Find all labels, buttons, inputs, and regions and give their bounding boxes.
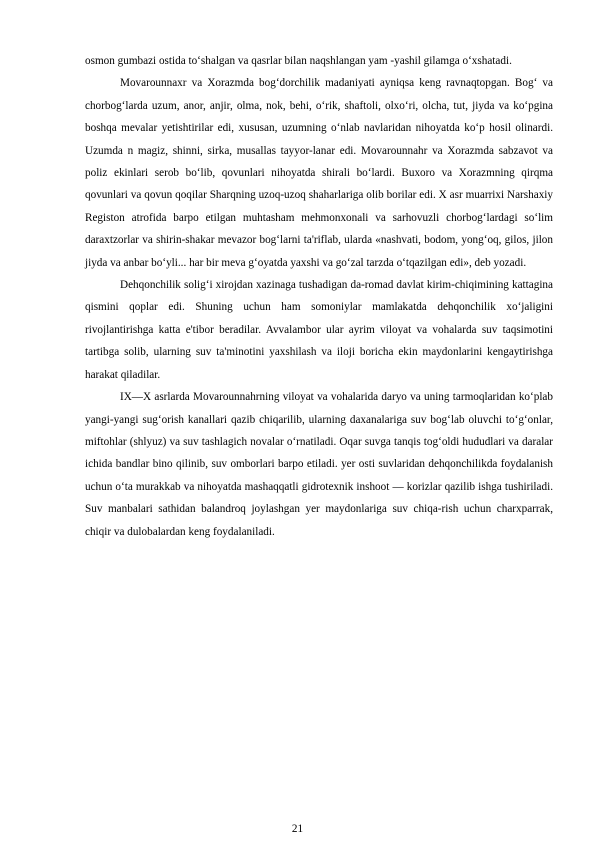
- paragraph-agriculture-tax: Dehqonchilik solig‘i xirojdan xazinaga tushadigan da-romad davlat kirim-chiqimining kattagina qismini qoplar edi. Shuning uchun ham somoniylar mamlakatda dehqonchilik xo‘jaligini rivojlantirishga katta e'tibor beradilar. Avvalambor ular ayrim viloyat va vohalarda suv taqsimotini tartibga solib, ularning suv ta'minotini yaxshilash va iloji boricha ekin maydonlarini kengaytirishga harakat qiladilar.: [85, 279, 553, 381]
- page-number: 21: [291, 823, 304, 835]
- paragraph-irrigation: IX—X asrlarda Movarounnahrning viloyat va vohalarida daryo va uning tarmoqlaridan ko‘plab yangi-yangi sug‘orish kanallari qazib chiqarilib, ularning daxanalariga suv bog‘lab oluvchi to‘g‘onlar, miftohlar (shlyuz) va suv tashlagich novalar o‘rnatiladi. Oqar suvga tanqis tog‘oldi hududlari va daralar ichida bandlar bino qilinib, suv omborlari barpo etiladi. yer osti suvlaridan dehqonchilikda foydalanish uchun o‘ta murakkab va nihoyatda mashaqqatli gidrotexnik inshoot — korizlar qazilib ishga tushiriladi. Suv manbalari sathidan balandroq joylashgan yer maydonlariga suv chiqa-rish uchun charxparrak, chiqir va dulobalardan keng foydalaniladi.: [85, 391, 553, 538]
- paragraph-gardening: Movarounnaxr va Xorazmda bog‘dorchilik madaniyati ayniqsa keng ravnaqtopgan. Bog‘ va chorbog‘larda uzum, anor, anjir, olma, nok, behi, o‘rik, shaftoli, olxo‘ri, olcha, tut, jiyda va ko‘pgina boshqa mevalar yetishtirilar edi, xususan, uzumning o‘nlab navlaridan nihoyatda ko‘p hosil olinardi. Uzumda n magiz, shinni, sirka, musallas tayyor-lanar edi. Movarounnahr va Xorazmda sabzavot va poliz ekinlari serob bo‘lib, qovunlari nihoyatda shirali bo‘lardi. Buxoro va Xorazmning qirqma qovunlari va qovun qoqilar Sharqning uzoq-uzoq shaharlariga olib borilar edi. X asr muarrixi Narshaxiy Registon atrofida barpo etilgan muhtasham mehmonxonali va sarhovuzli chorbog‘lardagi so‘lim daraxtzorlar va shirin-shakar mevazor bog‘larni ta'riflab, ularda «nashvati, bodom, yong‘oq, gilos, jilon jiyda va anbar bo‘yli... har bir meva g‘oyatda yaxshi va go‘zal tarzda o‘tqazilgan edi», deb yozadi.: [85, 77, 553, 269]
- document-body: [85, 50, 553, 543]
- paragraph-continuation: osmon gumbazi ostida to‘shalgan va qasrlar bilan naqshlangan yam -yashil gilamga o‘xshatadi.: [85, 55, 512, 67]
